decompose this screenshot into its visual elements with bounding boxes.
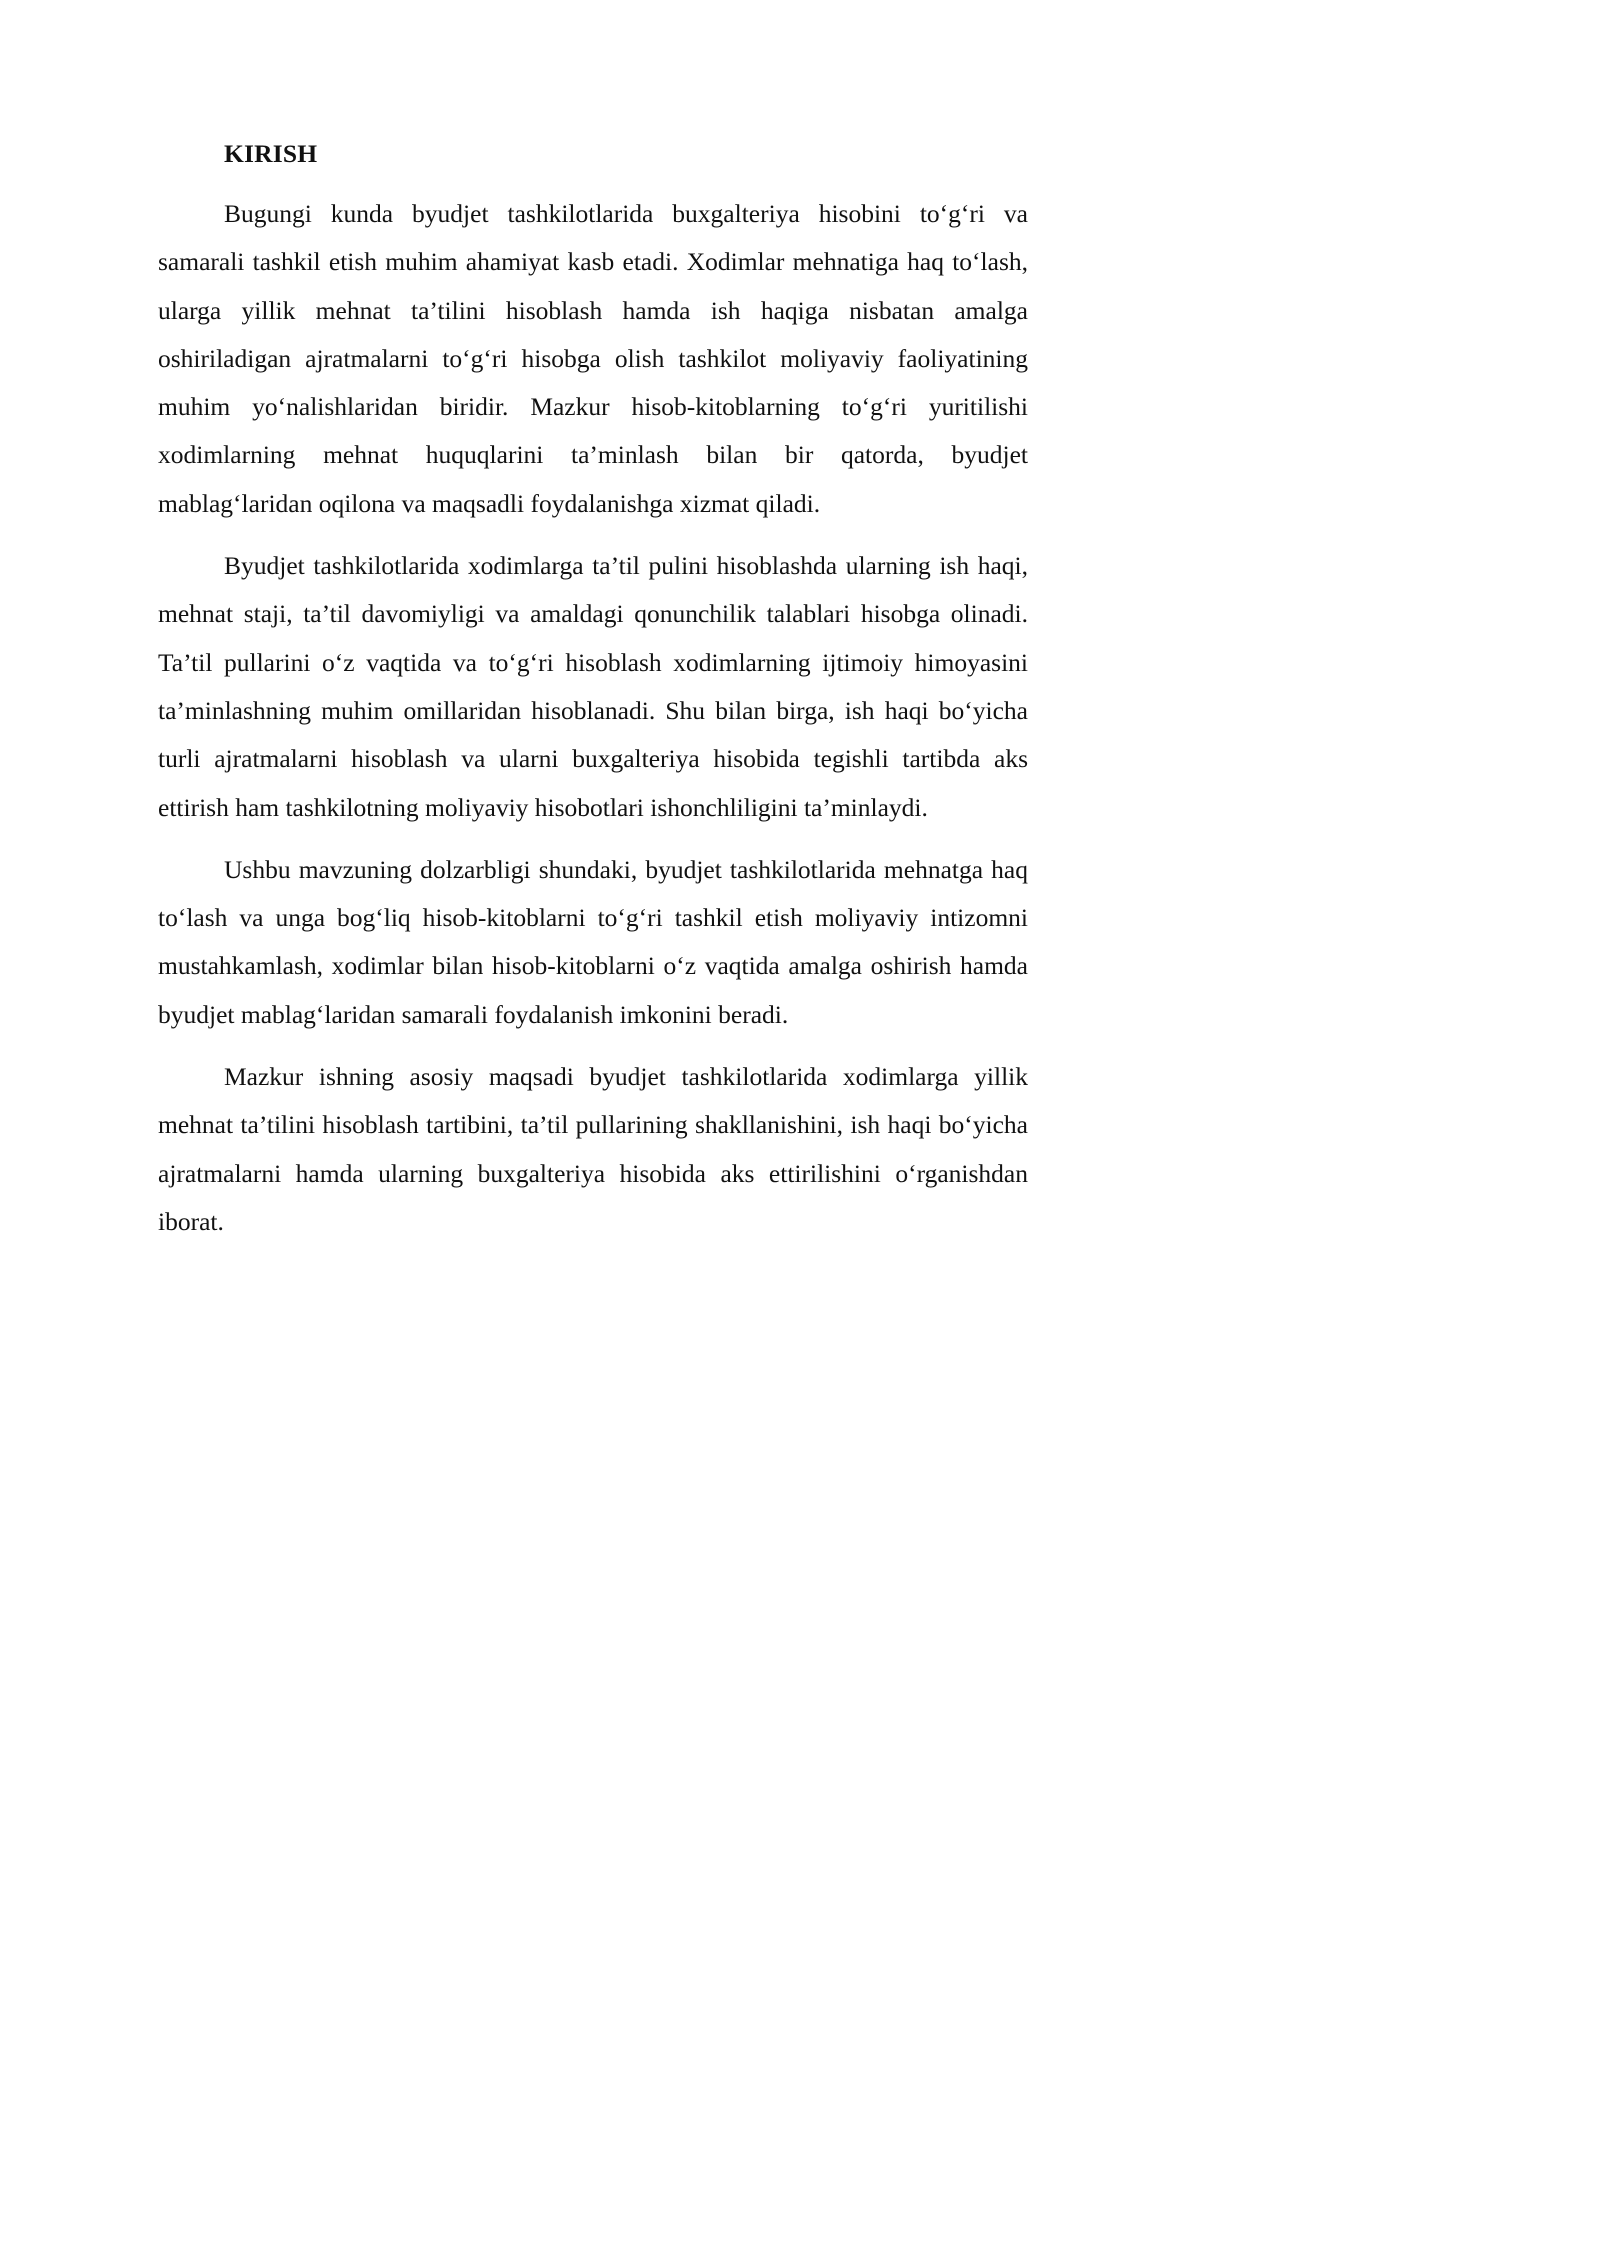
paragraph-2: Byudjet tashkilotlarida xodimlarga ta’til pulini hisoblashda ularning ish haqi, mehnat staji, ta’til davomiyligi va amaldagi qonunchilik talablari hisobga olinadi. Ta’til pullarini o‘z vaqtida va to‘g‘ri hisoblash xodimlarning ijtimoiy himoyasini ta’minlashning muhim omillaridan hisoblanadi. Shu bilan birga, ish haqi bo‘yicha turli ajratmalarni hisoblash va ularni buxgalteriya hisobida tegishli tartibda aks ettirish ham tashkilotning moliyaviy hisobotlari ishonchliligini ta’minlaydi.: [158, 551, 1028, 822]
paragraph-1: Bugungi kunda byudjet tashkilotlarida buxgalteriya hisobini to‘g‘ri va samarali tashkil etish muhim ahamiyat kasb etadi. Xodimlar mehnatiga haq to‘lash, ularga yillik mehnat ta’tilini hisoblash hamda ish haqiga nisbatan amalga oshiriladigan ajratmalarni to‘g‘ri hisobga olish tashkilot moliyaviy faoliyatining muhim yo‘nalishlaridan biridir. Mazkur hisob-kitoblarning to‘g‘ri yuritilishi xodimlarning mehnat huquqlarini ta’minlash bilan bir qatorda, byudjet mablag‘laridan oqilona va maqsadli foydalanishga xizmat qiladi.: [158, 199, 1028, 518]
paragraph-3: Ushbu mavzuning dolzarbligi shundaki, byudjet tashkilotlarida mehnatga haq to‘lash va unga bog‘liq hisob-kitoblarni to‘g‘ri tashkil etish moliyaviy intizomni mustahkamlash, xodimlar bilan hisob-kitoblarni o‘z vaqtida amalga oshirish hamda byudjet mablag‘laridan samarali foydalanish imkonini beradi.: [158, 854, 1028, 1029]
paragraph-4: Mazkur ishning asosiy maqsadi byudjet tashkilotlarida xodimlarga yillik mehnat ta’tilini hisoblash tartibini, ta’til pullarining shakllanishini, ish haqi bo‘yicha ajratmalarni hamda ularning buxgalteriya hisobida aks ettirilishini o‘rganishdan iborat.: [158, 1062, 1028, 1236]
section-heading: KIRISH: [224, 139, 318, 168]
document-page: [158, 126, 1028, 1260]
